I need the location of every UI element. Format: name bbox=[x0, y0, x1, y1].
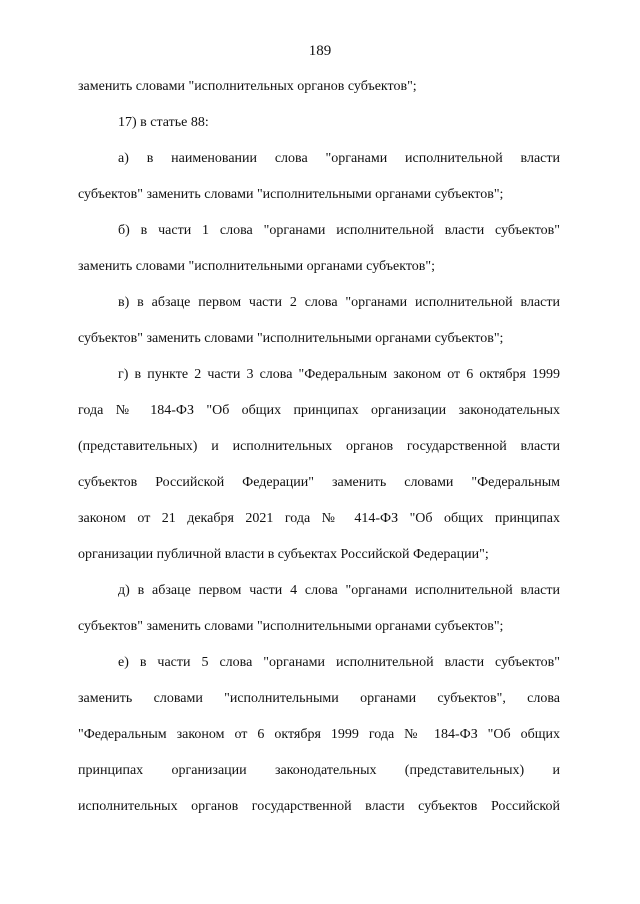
text-line: д) в абзаце первом части 4 слова "органами исполнительной власти bbox=[118, 583, 560, 598]
text-line: исполнительных органов государственной власти субъектов Российской bbox=[78, 799, 560, 814]
text-line: заменить словами "исполнительных органов субъектов"; bbox=[78, 79, 417, 94]
text-line: е) в части 5 слова "органами исполнительной власти субъектов" bbox=[118, 655, 560, 670]
text-line: 17) в статье 88: bbox=[118, 115, 209, 130]
text-line: "Федеральным законом от 6 октября 1999 года № 184-ФЗ "Об общих bbox=[78, 727, 560, 742]
text-line: а) в наименовании слова "органами исполнительной власти bbox=[118, 151, 560, 166]
text-line: заменить словами "исполнительными органами субъектов", слова bbox=[78, 691, 560, 706]
text-line: организации публичной власти в субъектах Российской Федерации"; bbox=[78, 547, 489, 562]
page-body bbox=[78, 78, 560, 834]
text-line: субъектов" заменить словами "исполнительными органами субъектов"; bbox=[78, 331, 504, 346]
text-line: г) в пункте 2 части 3 слова "Федеральным законом от 6 октября 1999 bbox=[118, 367, 560, 382]
text-line: (представительных) и исполнительных органов государственной власти bbox=[78, 439, 560, 454]
text-line: законом от 21 декабря 2021 года № 414-ФЗ "Об общих принципах bbox=[78, 511, 560, 526]
text-line: субъектов Российской Федерации" заменить словами "Федеральным bbox=[78, 475, 560, 490]
text-line: года № 184-ФЗ "Об общих принципах организации законодательных bbox=[78, 403, 560, 418]
text-line: субъектов" заменить словами "исполнительными органами субъектов"; bbox=[78, 619, 504, 634]
text-line: принципах организации законодательных (представительных) и bbox=[78, 763, 560, 778]
text-line: б) в части 1 слова "органами исполнительной власти субъектов" bbox=[118, 223, 560, 238]
page-number: 189 bbox=[308, 43, 332, 59]
text-line: субъектов" заменить словами "исполнительными органами субъектов"; bbox=[78, 187, 504, 202]
text-line: заменить словами "исполнительными органами субъектов"; bbox=[78, 259, 435, 274]
text-line: в) в абзаце первом части 2 слова "органами исполнительной власти bbox=[118, 295, 560, 310]
